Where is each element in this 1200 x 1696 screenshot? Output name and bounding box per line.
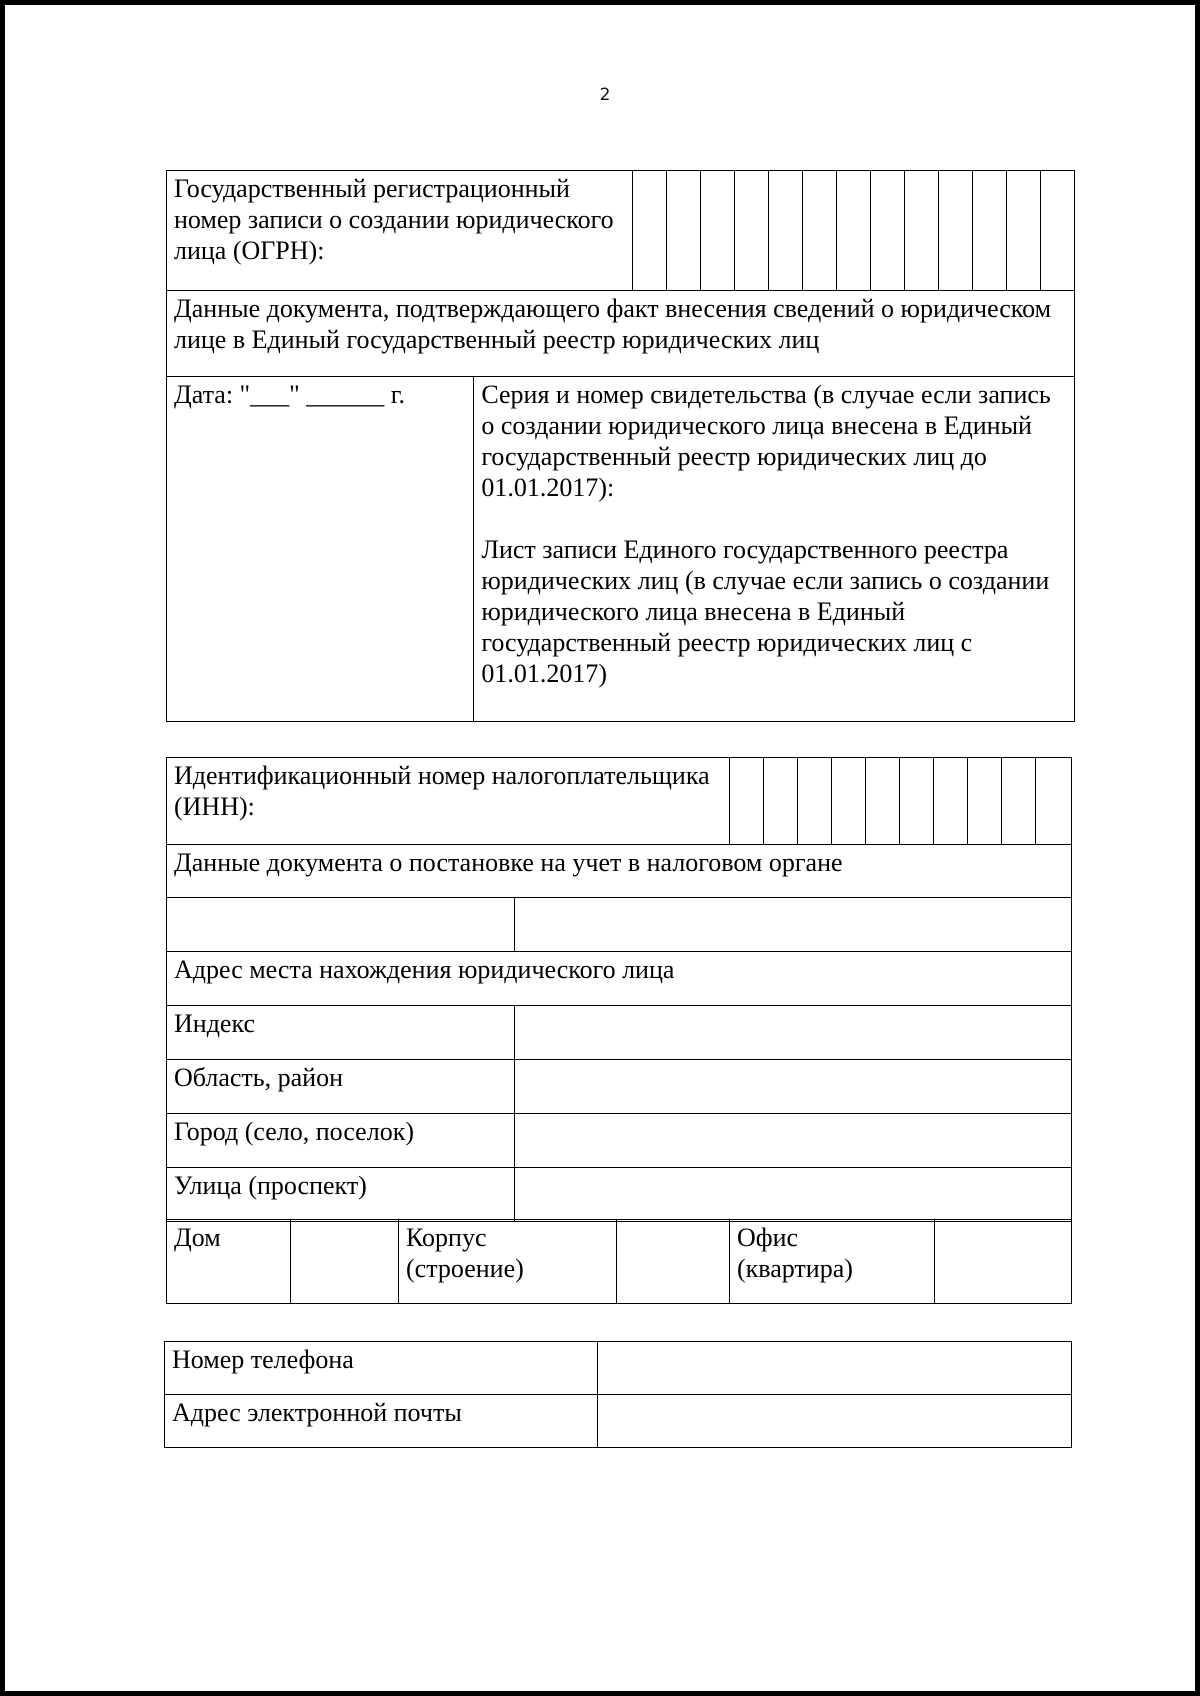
ogrn-digit-box[interactable]	[836, 171, 870, 291]
email-field[interactable]	[598, 1395, 1072, 1448]
ogrn-table	[166, 170, 1075, 722]
city-field[interactable]	[515, 1114, 1072, 1168]
postal-code-label: Индекс	[167, 1006, 515, 1060]
office-label-line1: Офис	[737, 1223, 799, 1252]
inn-digit-box[interactable]	[866, 758, 900, 845]
inn-digit-box[interactable]	[1002, 758, 1036, 845]
page-number: 2	[599, 85, 611, 105]
paragraph-spacer	[481, 503, 1068, 534]
inn-digit-box[interactable]	[1036, 758, 1072, 845]
address-header: Адрес места нахождения юридического лица	[167, 952, 1072, 1006]
street-label: Улица (проспект)	[167, 1168, 515, 1222]
ogrn-digit-box[interactable]	[632, 171, 666, 291]
ogrn-digit-box[interactable]	[904, 171, 938, 291]
ogrn-digit-box[interactable]	[768, 171, 802, 291]
city-label: Город (село, поселок)	[167, 1114, 515, 1168]
region-label: Область, район	[167, 1060, 515, 1114]
registry-date-cell[interactable]	[167, 377, 474, 722]
inn-label: Идентификационный номер налогоплательщика (ИНН):	[167, 758, 730, 845]
registry-doc-header: Данные документа, подтверждающего факт внесения сведений о юридическом лице в Единый государственный реестр юридических лиц	[167, 291, 1075, 377]
postal-code-field[interactable]	[515, 1006, 1072, 1060]
building-field[interactable]	[617, 1220, 730, 1304]
ogrn-digit-box[interactable]	[666, 171, 700, 291]
inn-digit-box[interactable]	[832, 758, 866, 845]
ogrn-label: Государственный регистрационный номер записи о создании юридического лица (ОГРН):	[167, 171, 633, 291]
region-field[interactable]	[515, 1060, 1072, 1114]
tax-registration-header: Данные документа о постановке на учет в налоговом органе	[167, 845, 1072, 898]
ogrn-digit-box[interactable]	[870, 171, 904, 291]
contact-table	[164, 1341, 1072, 1448]
ogrn-digit-box[interactable]	[1006, 171, 1040, 291]
inn-table	[166, 757, 1072, 898]
ogrn-digit-box[interactable]	[700, 171, 734, 291]
inn-digit-box[interactable]	[798, 758, 832, 845]
certificate-series-label: Серия и номер свидетельства (в случае если запись о создании юридического лица внесена в Единый государственный реестр юридических лиц до 01.01.2017):	[481, 380, 1051, 502]
phone-field[interactable]	[598, 1342, 1072, 1395]
office-label	[730, 1220, 935, 1304]
registry-certificate-cell[interactable]	[474, 377, 1075, 722]
ogrn-digit-box[interactable]	[802, 171, 836, 291]
email-label: Адрес электронной почты	[165, 1395, 598, 1448]
building-label-line1: Корпус	[406, 1223, 487, 1252]
inn-digit-box[interactable]	[730, 758, 764, 845]
registry-date-label: Дата: "___" ______ г.	[174, 380, 406, 409]
registry-sheet-label: Лист записи Единого государственного реестра юридических лиц (в случае если запись о создании юридического лица внесена в Единый государственный реестр юридических лиц с 01.01.2017)	[481, 535, 1050, 688]
address-table	[166, 897, 1072, 1222]
inn-digit-box[interactable]	[934, 758, 968, 845]
phone-label: Номер телефона	[165, 1342, 598, 1395]
building-label	[399, 1220, 617, 1304]
tax-registration-field[interactable]	[167, 898, 515, 952]
office-label-line2: (квартира)	[737, 1254, 853, 1283]
house-table	[166, 1219, 1072, 1304]
house-label: Дом	[167, 1220, 291, 1304]
ogrn-digit-box[interactable]	[1040, 171, 1074, 291]
ogrn-digit-box[interactable]	[972, 171, 1006, 291]
building-label-line2: (строение)	[406, 1254, 524, 1283]
inn-digit-box[interactable]	[968, 758, 1002, 845]
tax-registration-field[interactable]	[515, 898, 1072, 952]
ogrn-digit-box[interactable]	[938, 171, 972, 291]
inn-digit-box[interactable]	[764, 758, 798, 845]
ogrn-digit-box[interactable]	[734, 171, 768, 291]
inn-digit-box[interactable]	[900, 758, 934, 845]
street-field[interactable]	[515, 1168, 1072, 1222]
house-field[interactable]	[291, 1220, 399, 1304]
office-field[interactable]	[935, 1220, 1072, 1304]
